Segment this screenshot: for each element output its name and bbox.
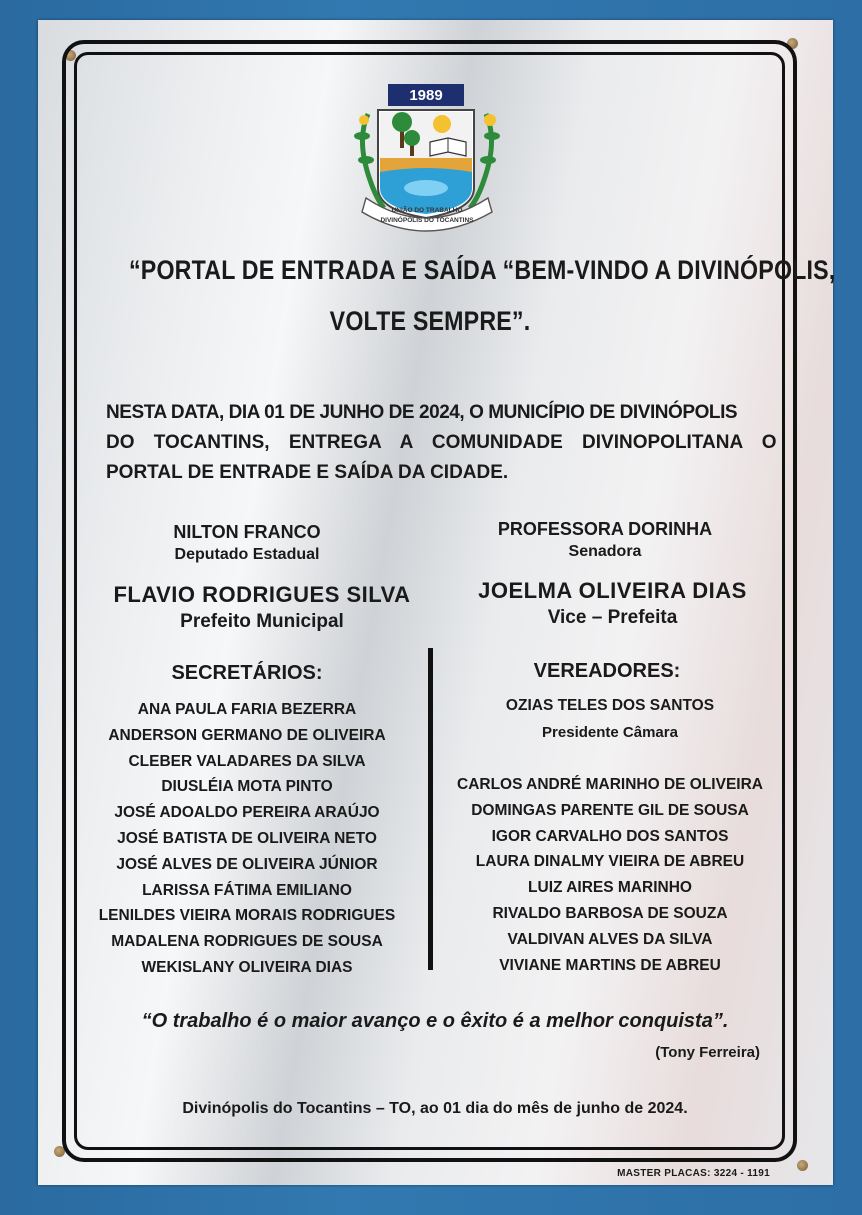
senator-role: Senadora — [568, 543, 642, 560]
councilor-item: CARLOS ANDRÉ MARINHO DE OLIVEIRA — [457, 776, 763, 793]
intro-line-1: NESTA DATA, DIA 01 DE JUNHO DE 2024, O MUNICÍPIO DE DIVINÓPOLIS — [106, 402, 738, 423]
secretary-item: CLEBER VALADARES DA SILVA — [128, 752, 366, 770]
title-line-1: “PORTAL DE ENTRADA E SAÍDA “BEM-VINDO A DIVINÓPOLIS, — [129, 255, 836, 285]
mayor-role: Prefeito Municipal — [180, 611, 344, 632]
secretary-item: WEKISLANY OLIVEIRA DIAS — [141, 958, 353, 976]
councilor-item: LUIZ AIRES MARINHO — [528, 879, 692, 897]
deputy-role: Deputado Estadual — [174, 546, 320, 563]
vice-mayor-role: Vice – Prefeita — [547, 607, 678, 628]
secretary-item: ANDERSON GERMANO DE OLIVEIRA — [108, 726, 386, 744]
councilor-item: VALDIVAN ALVES DA SILVA — [507, 930, 713, 948]
quote-text: “O trabalho é o maior avanço e o êxito é a melhor conquista”. — [141, 1010, 729, 1032]
column-divider — [428, 648, 433, 970]
emblem-city: DIVINÓPOLIS DO TOCANTINS — [380, 217, 474, 224]
secretary-item: LENILDES VIEIRA MORAIS RODRIGUES — [98, 907, 396, 925]
intro-line-2: DO TOCANTINS, ENTREGA A COMUNIDADE DIVINOPOLITANA O — [106, 432, 777, 453]
secretary-item: JOSÉ ADOALDO PEREIRA ARAÚJO — [114, 804, 380, 822]
footer-date-line: Divinópolis do Tocantins – TO, ao 01 dia do mês de junho de 2024. — [182, 1100, 688, 1117]
councilor-item: LAURA DINALMY VIEIRA DE ABREU — [475, 853, 745, 871]
council-president-role: Presidente Câmara — [542, 724, 678, 741]
maker-credit: MASTER PLACAS: 3224 - 1191 — [617, 1168, 770, 1179]
secretary-item: MADALENA RODRIGUES DE SOUSA — [111, 933, 383, 951]
tree-icon — [392, 112, 412, 132]
secretary-item: JOSÉ ALVES DE OLIVEIRA JÚNIOR — [116, 855, 378, 873]
secretaries-list — [82, 697, 412, 981]
councilor-item: DOMINGAS PARENTE GIL DE SOUSA — [471, 801, 749, 819]
secretary-item: ANA PAULA FARIA BEZERRA — [137, 701, 357, 718]
vice-mayor-name: JOELMA OLIVEIRA DIAS — [478, 578, 747, 603]
secretary-item: DIUSLÉIA MOTA PINTO — [161, 778, 333, 796]
city-coat-of-arms — [346, 80, 508, 236]
secretary-item: JOSÉ BATISTA DE OLIVEIRA NETO — [117, 829, 377, 847]
councilor-item: RIVALDO BARBOSA DE SOUZA — [492, 904, 728, 922]
councilor-item: VIVIANE MARTINS DE ABREU — [499, 956, 721, 974]
intro-paragraph — [106, 398, 777, 488]
emblem-motto: UNIÃO DO TRABALHO — [391, 207, 463, 214]
tree-icon — [404, 130, 420, 146]
quote-author: (Tony Ferreira) — [655, 1044, 760, 1061]
title-line-2: VOLTE SEMPRE”. — [329, 306, 531, 336]
councilors-list — [440, 772, 780, 978]
councilors-heading: VEREADORES: — [533, 660, 681, 682]
emblem-year: 1989 — [409, 87, 443, 104]
secretaries-heading: SECRETÁRIOS: — [171, 662, 323, 684]
mayor-name: FLAVIO RODRIGUES SILVA — [113, 582, 411, 607]
councilor-item: IGOR CARVALHO DOS SANTOS — [491, 827, 729, 845]
intro-line-3: PORTAL DE ENTRADE E SAÍDA DA CIDADE. — [106, 462, 509, 483]
screw-icon — [797, 1160, 808, 1171]
senator-name: PROFESSORA DORINHA — [497, 519, 713, 539]
secretary-item: LARISSA FÁTIMA EMILIANO — [142, 881, 352, 899]
council-president-name: OZIAS TELES DOS SANTOS — [505, 697, 715, 714]
deputy-name: NILTON FRANCO — [173, 522, 321, 542]
